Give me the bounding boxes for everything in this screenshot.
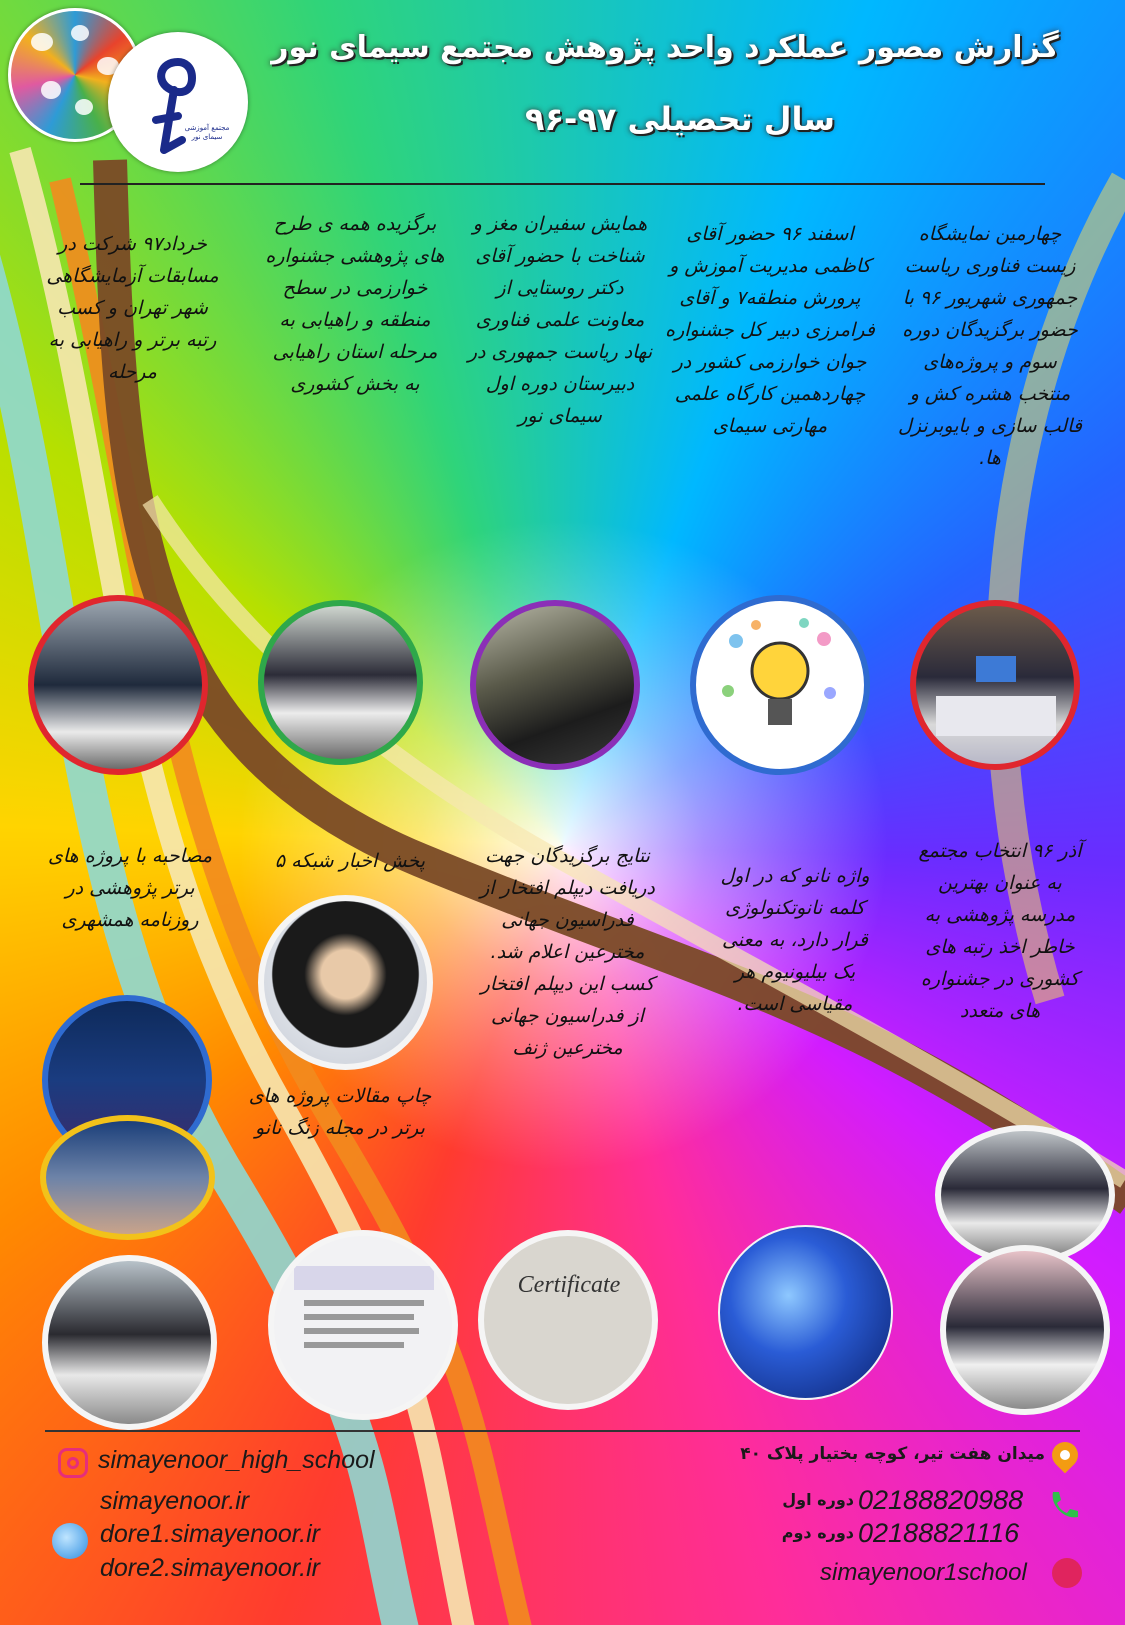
photo-nano (718, 1225, 893, 1400)
bottom-text-6: مصاحبه با پروژه های برتر پژوهشی در روزنامه همشهری (47, 845, 213, 931)
top-text-2: اسفند ۹۶ حضور آقای کاظمی مدیریت آموزش و پرورش منطقه۷ و آقای فرامرزی دبیر کل جشنواره جوان خوارزمی کشور در چهاردهمین کارگاه علمی مهارتی سیمای (665, 223, 875, 437)
address: میدان هفت تیر، کوچه بختیار پلاک ۴۰ (740, 1444, 1045, 1464)
instagram-2-icon (1052, 1558, 1082, 1588)
phone-2-label: دوره دوم (781, 1523, 854, 1542)
page-subtitle: سال تحصیلی ۹۷-۹۶ (524, 100, 836, 138)
photo-magazine (268, 1230, 458, 1420)
top-text-5: خرداد۹۷ شرکت در مسابقات آزمایشگاهی شهر تهران و کسب رتبه برتر و راهیابی به مرحله (46, 233, 219, 383)
photo-conference (470, 600, 640, 770)
photo-tv-interview (258, 895, 433, 1070)
page-title: گزارش مصور عملکرد واحد پژوهش مجتمع سیمای نور (271, 30, 1059, 65)
bottom-text-2: واژه نانو که در اول کلمه نانوتکنولوژی قرار دارد، به معنی یک بیلیونیوم هر مقیاسی است. (720, 865, 870, 1015)
school-logo (108, 32, 248, 172)
website-icon (52, 1523, 88, 1559)
photo-exhibition (910, 600, 1080, 770)
photo-khwarizmi (258, 600, 423, 765)
header-divider (80, 183, 1045, 185)
instagram-icon (58, 1448, 88, 1478)
website-dore2[interactable]: dore2.simayenoor.ir (100, 1554, 321, 1582)
photo-lightbulb (690, 595, 870, 775)
bottom-text-5: چاپ مقالات پروژه های برتر در مجله زنگ نانو (248, 1085, 432, 1139)
phone-1-label: دوره اول (782, 1490, 854, 1509)
bottom-text-3: نتایج برگزیدگان جهت دریافت دیپلم افتخار از فدراسیون جهانی مخترعین اعلام شد. کسب این دیپلم افتخار از فدراسیون جهانی مخترعین ژنف (480, 845, 655, 1059)
bottom-text-1: آذر ۹۶ انتخاب مجتمع به عنوان بهترین مدرسه پژوهشی به خاطر اخذ رتبه های کشوری در جشنواره های متعدد (918, 840, 1082, 1022)
phone-icon (1045, 1488, 1081, 1524)
website-dore1[interactable]: dore1.simayenoor.ir (100, 1520, 321, 1548)
certificate-caption: Certificate (517, 1272, 621, 1298)
bottom-text-4: پخش اخبار شبکه ۵ (274, 850, 426, 872)
instagram-2-handle[interactable]: simayenoor1school (820, 1559, 1027, 1586)
instagram-handle[interactable]: simayenoor_high_school (98, 1446, 375, 1474)
school-logo-caption: مجتمع آموزشی سیمای نور (184, 124, 230, 141)
top-text-4: برگزیده همه ی طرح های پژوهشی جشنواره خوارزمی در سطح منطقه و راهیابی به مرحله استان راهیابی به بخش کشوری (265, 213, 445, 395)
phone-1[interactable]: 02188820988 (858, 1485, 1024, 1515)
footer-divider (45, 1430, 1080, 1432)
photo-students-group (42, 1255, 217, 1430)
website-main[interactable]: simayenoor.ir (100, 1487, 250, 1515)
photo-newspaper-2 (40, 1115, 215, 1240)
top-text-3: همایش سفیران مغز و شناخت با حضور آقای دکتر روستایی از معاونت علمی فناوری نهاد ریاست جمهوری در دبیرستان دوره اول سیمای نور (467, 213, 653, 427)
photo-lab-competition (28, 595, 208, 775)
photo-best-school-1 (935, 1125, 1115, 1265)
photo-best-school-2 (940, 1245, 1110, 1415)
phone-2[interactable]: 02188821116 (858, 1518, 1020, 1548)
photo-certificate (478, 1230, 658, 1410)
top-text-1: چهارمین نمایشگاه زیست فناوری ریاست جمهوری شهریور ۹۶ با حضور برگزیدگان دوره سوم و پروژه‌های منتخب هشره کش و قالب سازی و بایوبرنزل ها. (898, 223, 1082, 469)
